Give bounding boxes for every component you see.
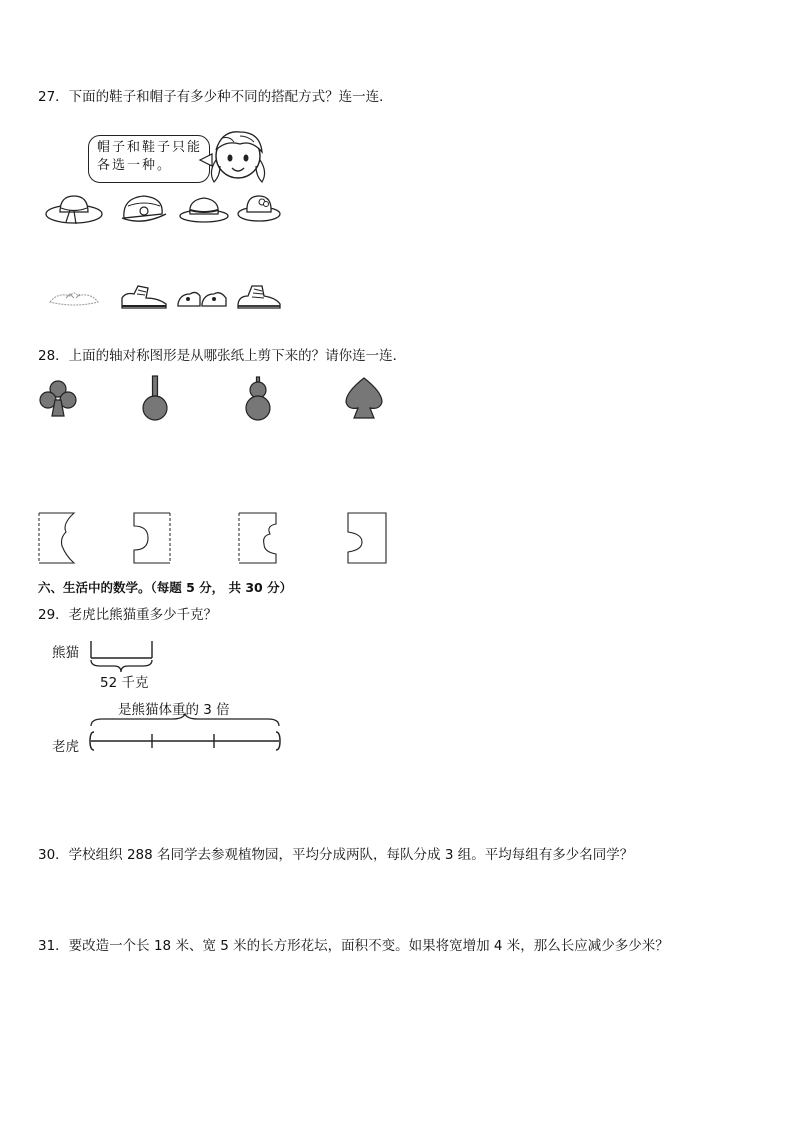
bubble-line-2: 各选一种。 [97, 158, 173, 173]
shoe-3-icon [176, 284, 228, 310]
shoe-2-icon [118, 280, 170, 312]
question-31-text: 31．要改造一个长 18 米、宽 5 米的长方形花坛，面积不变。如果将宽增加 4 米，那么长应减少多少米？ [38, 938, 669, 954]
question-30-text: 30．学校组织 288 名同学去参观植物园，平均分成两队，每队分成 3 组。平均每组有多少名同学？ [38, 847, 634, 863]
tiger-bar-diagram [88, 730, 282, 752]
question-27-text: 27．下面的鞋子和帽子有多少种不同的搭配方式？连一连． [38, 89, 393, 105]
panda-bar-diagram [88, 640, 156, 674]
club-shape-icon [38, 380, 78, 418]
girl-illustration [200, 126, 270, 188]
question-29-text: 29．老虎比熊猫重多少千克？ [38, 607, 218, 623]
hat-4-icon [236, 192, 282, 224]
spade-shape-icon [342, 376, 386, 420]
tiger-label: 老虎 [52, 739, 79, 755]
hat-2-icon [118, 192, 170, 226]
shoe-4-icon [236, 280, 282, 312]
times-label: 是熊猫体重的 3 倍 [118, 702, 230, 718]
question-28-text: 28．上面的轴对称图形是从哪张纸上剪下来的？请你连一连． [38, 348, 407, 364]
folded-paper-1 [38, 512, 76, 564]
folded-paper-2 [132, 512, 172, 564]
racket-shape-icon [140, 375, 170, 421]
section-6-title: 六、生活中的数学。（每题 5 分， 共 30 分） [38, 580, 293, 595]
folded-paper-4 [346, 512, 388, 564]
panda-weight: 52 千克 [100, 675, 149, 691]
bubble-line-1: 帽子和鞋子只能 [97, 140, 203, 155]
panda-label: 熊猫 [52, 645, 79, 661]
folded-paper-3 [238, 512, 278, 564]
speech-bubble [88, 135, 210, 183]
tiger-brace [88, 713, 282, 727]
hat-3-icon [178, 194, 230, 224]
hat-1-icon [44, 192, 104, 228]
shoe-1-icon [48, 286, 100, 310]
gourd-shape-icon [243, 376, 273, 422]
